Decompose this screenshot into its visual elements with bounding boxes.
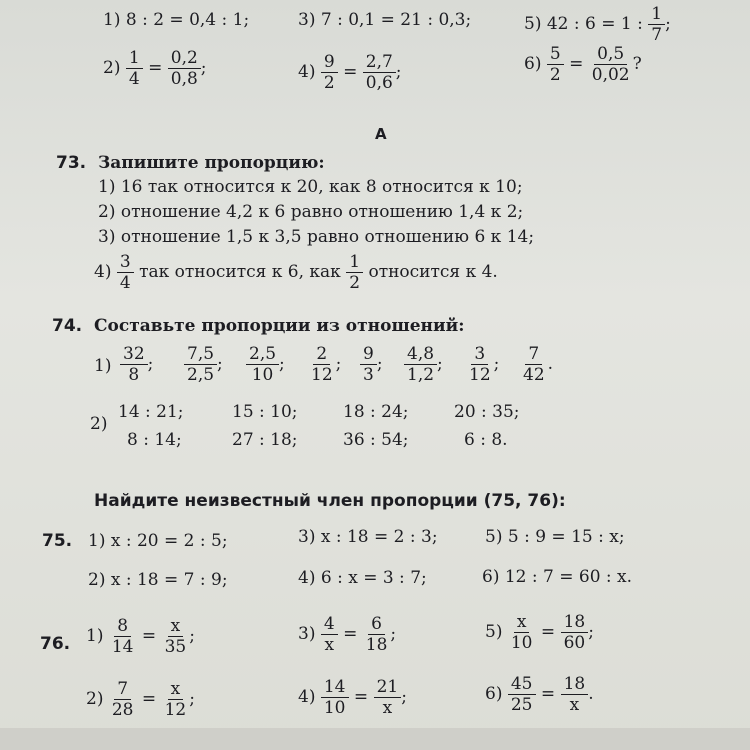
task-76-item-2: 2) $\frac{7}{28}$ = $\frac{x}{12}$ ;: [86, 679, 195, 720]
task-75-item-4: 4) 6 : x = 3 : 7;: [298, 568, 427, 588]
task-73-item-1: 1) 16 так относится к 20, как 8 относится к 10;: [98, 177, 523, 197]
task-74-fraction-6: $\frac{4,8}{1,2}$ ;: [404, 344, 443, 385]
top-item-3: 3) 7 : 0,1 = 21 : 0,3;: [298, 10, 472, 30]
top-item-6: 6) $\frac{5}{2}$ = $\frac{0,5}{0,02}$ ?: [524, 44, 642, 85]
task-76-number: 76.: [40, 634, 71, 654]
task-76-item-1: 1) $\frac{8}{14}$ = $\frac{x}{35}$ ;: [86, 616, 195, 657]
task-75-item-6: 6) 12 : 7 = 60 : x.: [482, 567, 633, 587]
task-74-fraction-7: $\frac{3}{12}$ ;: [469, 344, 500, 385]
top-item-5: 5) 42 : 6 = 1 : $\frac{1}{7}$ ;: [524, 4, 671, 45]
task-74-fraction-2: $\frac{7,5}{2,5}$ ;: [184, 344, 223, 385]
top-item-1: 1) 8 : 2 = 0,4 : 1;: [103, 10, 250, 30]
ratio-row1-4: 20 : 35;: [454, 402, 520, 422]
task-74-fraction-1: $\frac{32}{8}$ ;: [120, 344, 153, 385]
task-76-item-5: 5) $\frac{x}{10}$ = $\frac{18}{60}$ ;: [485, 612, 594, 653]
task-73-number: 73.: [56, 153, 87, 173]
task-75-item-1: 1) x : 20 = 2 : 5;: [88, 531, 228, 551]
task-75-item-2: 2) x : 18 = 7 : 9;: [88, 570, 228, 590]
task-75-number: 75.: [42, 531, 73, 551]
ratio-row2-3: 36 : 54;: [343, 430, 409, 450]
top-item-2: 2) $\frac{1}{4}$ = $\frac{0,2}{0,8}$ ;: [103, 48, 207, 89]
ratio-row2-2: 27 : 18;: [232, 430, 298, 450]
section-header: Найдите неизвестный член пропорции (75, 76):: [94, 491, 566, 511]
section-letter: А: [375, 125, 387, 143]
task-74-label-2: 2): [90, 414, 108, 434]
task-74-number: 74.: [52, 316, 83, 336]
task-74-fraction-8: $\frac{7}{42}$ .: [523, 344, 554, 385]
task-76-item-3: 3) $\frac{4}{x}$ = $\frac{6}{18}$ ;: [298, 614, 397, 655]
ratio-row1-1: 14 : 21;: [118, 402, 184, 422]
task-73-item-2: 2) отношение 4,2 к 6 равно отношению 1,4 к 2;: [98, 202, 524, 222]
task-73-item-4: 4) $\frac{3}{4}$ так относится к 6, как $\frac{1}{2}$ относится к 4.: [94, 252, 498, 293]
task-76-item-4: 4) $\frac{14}{10}$ = $\frac{21}{x}$ ;: [298, 677, 407, 718]
ratio-row2-1: 8 : 14;: [127, 430, 182, 450]
ratio-row2-4: 6 : 8.: [464, 430, 508, 450]
task-75-item-5: 5) 5 : 9 = 15 : x;: [485, 527, 625, 547]
task-75-item-3: 3) x : 18 = 2 : 3;: [298, 527, 438, 547]
task-73-title: Запишите пропорцию:: [98, 153, 325, 173]
task-74-label-1: 1): [94, 356, 112, 376]
task-73-item-3: 3) отношение 1,5 к 3,5 равно отношению 6 к 14;: [98, 227, 535, 247]
ratio-row1-3: 18 : 24;: [343, 402, 409, 422]
task-74-fraction-3: $\frac{2,5}{10}$ ;: [246, 344, 285, 385]
page-bottom-edge: [0, 728, 750, 750]
top-item-4: 4) $\frac{9}{2}$ = $\frac{2,7}{0,6}$ ;: [298, 52, 402, 93]
ratio-row1-2: 15 : 10;: [232, 402, 298, 422]
fraction: $\frac{1}{7}$: [648, 4, 665, 45]
task-74-fraction-4: $\frac{2}{12}$ ;: [311, 344, 342, 385]
task-74-fraction-5: $\frac{9}{3}$ ;: [360, 344, 383, 385]
task-74-title: Составьте пропорции из отношений:: [94, 316, 465, 336]
task-76-item-6: 6) $\frac{45}{25}$ = $\frac{18}{x}$ .: [485, 674, 594, 715]
